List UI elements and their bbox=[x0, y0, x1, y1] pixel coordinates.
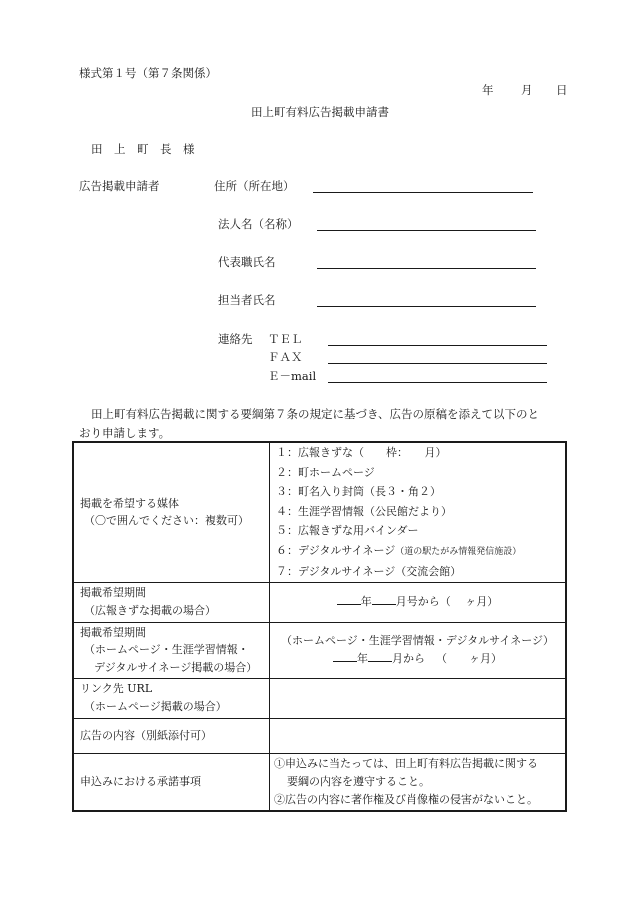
media-option-4[interactable] bbox=[276, 502, 559, 522]
consent-label-cell bbox=[73, 753, 270, 811]
media-option-3-text: ３：町名入り封筒（長３・角２） bbox=[276, 485, 441, 498]
date-year: 年 bbox=[482, 83, 494, 97]
media-row bbox=[73, 442, 566, 582]
content-label: 広告の内容（別紙添付可） bbox=[80, 728, 212, 742]
addressee: 田 上 町 長 様 bbox=[91, 142, 195, 156]
period-kizuna-note: （広報きずな掲載の場合） bbox=[84, 604, 216, 617]
period-other-month-field[interactable] bbox=[368, 651, 392, 662]
consent-text-cell bbox=[270, 753, 567, 811]
intro-line-1: 田上町有料広告掲載に関する要綱第７条の規定に基づき、広告の原稿を添えて以下のと bbox=[91, 407, 540, 421]
link-label-cell bbox=[73, 678, 270, 718]
media-option-4-text: ４：生涯学習情報（公民館だより） bbox=[276, 504, 452, 518]
representative-field[interactable] bbox=[317, 268, 536, 269]
period-other-year-field[interactable] bbox=[333, 651, 357, 662]
content-field[interactable] bbox=[270, 718, 567, 753]
consent-label: 申込みにおける承諾事項 bbox=[80, 774, 201, 788]
media-option-2[interactable] bbox=[276, 463, 559, 483]
period-other-scope: （ホームページ・生涯学習情報・デジタルサイネージ） bbox=[280, 634, 555, 648]
media-option-7-text: ７：デジタルサイネージ（交流会館） bbox=[276, 565, 462, 578]
media-option-6-note: （道の駅たがみ情報発信施設） bbox=[395, 546, 522, 557]
page-title: 田上町有料広告掲載申請書 bbox=[251, 105, 389, 119]
consent-item-2: ②広告の内容に著作権及び肖像権の侵害がないこと。 bbox=[274, 792, 538, 806]
media-option-6[interactable] bbox=[276, 541, 559, 563]
corp-name-label: 法人名（名称） bbox=[218, 217, 299, 231]
media-option-5[interactable] bbox=[276, 521, 559, 541]
period-kizuna-month-from: 月号から（ bbox=[395, 595, 451, 609]
media-options-cell[interactable] bbox=[270, 442, 567, 582]
email-label: Ｅ－mail bbox=[268, 369, 317, 383]
content-label-cell bbox=[73, 718, 270, 753]
link-note: （ホームページ掲載の場合） bbox=[84, 700, 227, 713]
period-kizuna-value-cell[interactable] bbox=[270, 582, 567, 622]
link-label: リンク先 URL bbox=[80, 682, 153, 696]
form-number: 様式第１号（第７条関係） bbox=[79, 66, 217, 80]
media-option-1[interactable] bbox=[276, 443, 559, 463]
address-label: 住所（所在地） bbox=[214, 179, 295, 193]
media-option-7[interactable] bbox=[276, 562, 559, 582]
content-row bbox=[73, 718, 566, 753]
period-other-row bbox=[73, 622, 566, 678]
fax-field[interactable] bbox=[328, 363, 547, 364]
fax-label: ＦＡＸ bbox=[268, 350, 303, 364]
application-table bbox=[72, 441, 567, 812]
period-other-inputs bbox=[276, 650, 559, 668]
tel-field[interactable] bbox=[328, 345, 547, 346]
period-other-note-1: （ホームページ・生涯学習情報・ bbox=[84, 643, 249, 657]
tel-label: ＴＥＬ bbox=[268, 332, 303, 346]
media-option-5-text: ５：広報きずな用バインダー bbox=[276, 524, 419, 537]
representative-label: 代表職氏名 bbox=[218, 255, 276, 269]
media-note: （〇で囲んでください：複数可） bbox=[84, 514, 249, 528]
date-month: 月 bbox=[521, 83, 533, 97]
media-option-1-text: １：広報きずな（ 枠： 月） bbox=[276, 446, 447, 459]
period-other-year-unit: 年 bbox=[357, 652, 368, 665]
consent-row bbox=[73, 753, 566, 811]
media-label: 掲載を希望する媒体 bbox=[80, 496, 179, 510]
person-in-charge-field[interactable] bbox=[317, 306, 536, 307]
applicant-section-label: 広告掲載申請者 bbox=[79, 179, 160, 193]
period-kizuna-label: 掲載希望期間 bbox=[80, 586, 146, 600]
period-kizuna-months: ヶ月） bbox=[465, 595, 499, 609]
corp-name-field[interactable] bbox=[317, 230, 536, 231]
period-other-month-from: 月から bbox=[392, 652, 425, 665]
intro-line-2: おり申請します。 bbox=[79, 426, 171, 440]
link-row bbox=[73, 678, 566, 718]
period-other-label-cell bbox=[73, 622, 270, 678]
period-other-label: 掲載希望期間 bbox=[80, 625, 146, 639]
link-url-field[interactable] bbox=[270, 678, 567, 718]
media-option-6-text: ６：デジタルサイネージ bbox=[276, 543, 396, 557]
date-day: 日 bbox=[556, 83, 568, 97]
consent-item-1: ①申込みに当たっては、田上町有料広告掲載に関する bbox=[274, 757, 538, 771]
period-other-note-2: デジタルサイネージ掲載の場合） bbox=[94, 660, 258, 674]
period-other-months: （ ヶ月） bbox=[436, 652, 502, 665]
person-in-charge-label: 担当者氏名 bbox=[218, 293, 276, 307]
period-kizuna-row bbox=[73, 582, 566, 622]
address-field[interactable] bbox=[313, 192, 533, 193]
period-kizuna-month-field[interactable] bbox=[372, 594, 396, 605]
period-kizuna-year-unit: 年 bbox=[360, 595, 372, 609]
media-option-3[interactable] bbox=[276, 482, 559, 502]
consent-item-1-cont: 要綱の内容を遵守すること。 bbox=[287, 774, 430, 788]
media-option-2-text: ２：町ホームページ bbox=[276, 465, 375, 479]
period-other-value-cell[interactable] bbox=[270, 622, 567, 678]
email-field[interactable] bbox=[328, 382, 547, 383]
period-kizuna-year-field[interactable] bbox=[337, 594, 361, 605]
media-label-cell bbox=[73, 442, 270, 582]
contact-label: 連絡先 bbox=[218, 332, 253, 346]
period-kizuna-label-cell bbox=[73, 582, 270, 622]
